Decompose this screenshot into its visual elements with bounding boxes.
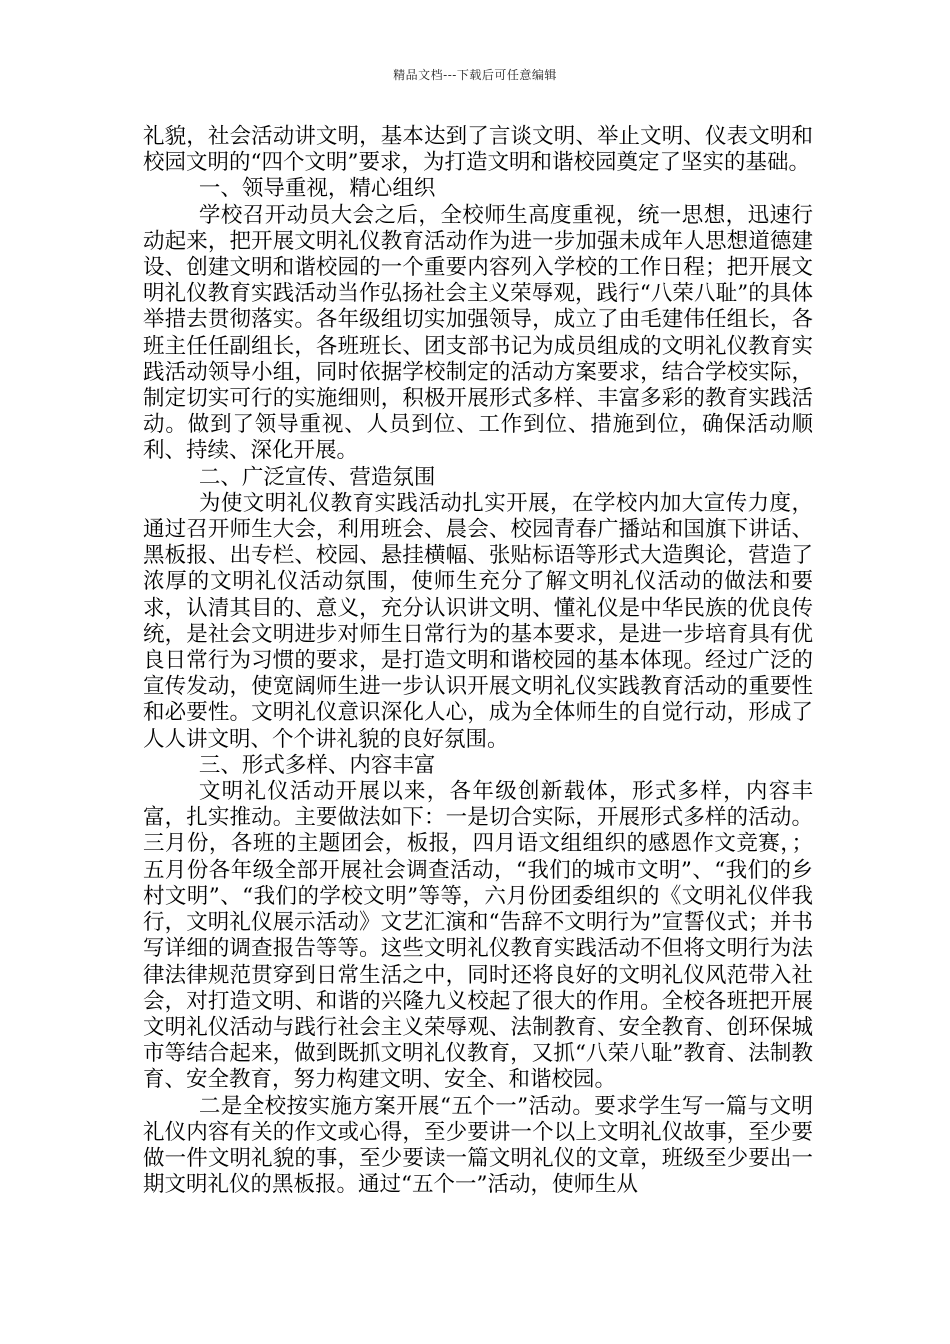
section-heading-3: 三、形式多样、内容丰富 (198, 752, 436, 778)
section-heading-1: 一、领导重视，精心组织 (198, 176, 436, 202)
page-header: 精品文档---下载后可任意编辑 (393, 68, 557, 82)
document-body (143, 124, 813, 1198)
paragraph-five-ones: 二是全校按实施方案开展“五个一”活动。要求学生写一篇与文明礼仪内容有关的作文或心得，至少要讲一个以上文明礼仪故事，至少要做一件文明礼貌的事，至少要读一篇文明礼仪的文章，班级至少要出一期文明礼仪的黑板报。通过“五个一”活动，使师生从 (143, 1093, 813, 1198)
section-heading-2: 二、广泛宣传、营造氛围 (198, 464, 436, 490)
paragraph-activities: 文明礼仪活动开展以来，各年级创新载体，形式多样，内容丰富，扎实推动。主要做法如下：一是切合实际，开展形式多样的活动。三月份，各班的主题团会，板报，四月语文组组织的感恩作文竞赛，；五月份各年级全部开展社会调查活动，“我们的城市文明”、“我们的乡村文明”、“我们的学校文明”等等，六月份团委组织的《文明礼仪伴我行，文明礼仪展示活动》文艺汇演和“告辞不文明行为”宣誓仪式；并书写详细的调查报告等等。这些文明礼仪教育实践活动不但将文明行为法律法律规范贯穿到日常生活之中，同时还将良好的文明礼仪风范带入社会，对打造文明、和谐的兴隆九义校起了很大的作用。全校各班把开展文明礼仪活动与践行社会主义荣辱观、法制教育、安全教育、创环保城市等结合起来，做到既抓文明礼仪教育，又抓“八荣八耻”教育、法制教育、安全教育，努力构建文明、安全、和谐校园。 (143, 779, 813, 1093)
paragraph-leadership: 学校召开动员大会之后，全校师生高度重视，统一思想，迅速行动起来，把开展文明礼仪教育活动作为进一步加强未成年人思想道德建设、创建文明和谐校园的一个重要内容列入学校的工作日程；把开展文明礼仪教育实践活动当作弘扬社会主义荣辱观，践行“八荣八耻”的具体举措去贯彻落实。各年级组切实加强领导，成立了由毛建伟任组长，各班主任任副组长，各班班长、团支部书记为成员组成的文明礼仪教育实践活动领导小组，同时依据学校制定的活动方案要求，结合学校实际，制定切实可行的实施细则，积极开展形式多样、丰富多彩的教育实践活动。做到了领导重视、人员到位、工作到位、措施到位，确保活动顺利、持续、深化开展。 (143, 202, 813, 464)
paragraph-publicity: 为使文明礼仪教育实践活动扎实开展，在学校内加大宣传力度，通过召开师生大会，利用班会、晨会、校园青春广播站和国旗下讲话、黑板报、出专栏、校园、悬挂横幅、张贴标语等形式大造舆论，营造了浓厚的文明礼仪活动氛围，使师生充分了解文明礼仪活动的做法和要求，认清其目的、意义，充分认识讲文明、懂礼仪是中华民族的优良传统，是社会文明进步对师生日常行为的基本要求，是进一步培育具有优良日常行为习惯的要求，是打造文明和谐校园的基本体现。经过广泛的宣传发动，使宽阔师生进一步认识开展文明礼仪实践教育活动的重要性和必要性。文明礼仪意识深化人心，成为全体师生的自觉行动，形成了人人讲文明、个个讲礼貌的良好氛围。 (143, 490, 813, 752)
paragraph-continuation: 礼貌，社会活动讲文明，基本达到了言谈文明、举止文明、仪表文明和校园文明的“四个文明”要求，为打造文明和谐校园奠定了坚实的基础。 (143, 124, 813, 176)
